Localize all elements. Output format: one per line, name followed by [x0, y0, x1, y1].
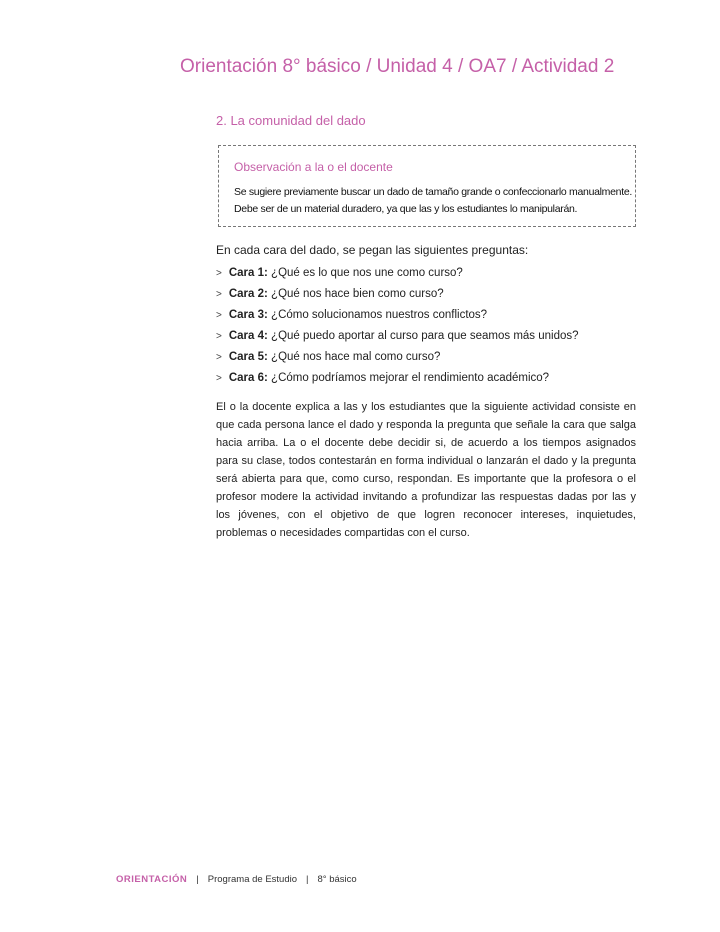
list-item: [216, 347, 579, 368]
teacher-note-box: [218, 145, 636, 227]
chevron-right-icon: >: [216, 352, 222, 363]
list-item: [216, 326, 579, 347]
footer-subject: ORIENTACIÓN: [116, 874, 188, 885]
face-label: Cara 6:: [228, 372, 268, 384]
note-line-2: Debe ser de un material duradero, ya que las y los estudiantes lo manipularán.: [234, 203, 578, 215]
chevron-right-icon: >: [216, 331, 222, 342]
footer-grade: 8° básico: [317, 874, 357, 885]
face-label: Cara 4:: [228, 330, 268, 342]
footer: [116, 874, 357, 885]
face-label: Cara 1:: [228, 267, 268, 279]
chevron-right-icon: >: [216, 373, 222, 384]
face-question: ¿Qué puedo aportar al curso para que seamos más unidos?: [267, 330, 579, 342]
list-item: [216, 305, 579, 326]
face-label: Cara 2:: [228, 288, 268, 300]
footer-separator: |: [196, 874, 199, 885]
face-question: ¿Cómo solucionamos nuestros conflictos?: [267, 309, 488, 321]
body-paragraph: El o la docente explica a las y los estudiantes que la siguiente actividad consiste en que cada persona lance el dado y responda la pregunta que señale la cara que salga hacia arriba. La o el docente debe decidir si, de acuerdo a los tiempos asignados para su clase, todos contestarán en forma individual o lanzarán el dado y la pregunta será abierta para que, como curso, respondan. Es importante que la profesora o el profesor modere la actividad invitando a profundizar las respuestas dadas por las y los jóvenes, con el objetivo de que logren reconocer intereses, inquietudes, problemas o necesidades compartidas con el curso.: [216, 401, 636, 539]
list-item: [216, 284, 579, 305]
face-question: ¿Qué nos hace mal como curso?: [267, 351, 441, 363]
faces-list: [216, 263, 579, 389]
chevron-right-icon: >: [216, 268, 222, 279]
face-label: Cara 5:: [228, 351, 268, 363]
list-item: [216, 263, 579, 284]
face-label: Cara 3:: [228, 309, 268, 321]
list-item: [216, 368, 579, 389]
page-title: Orientación 8° básico / Unidad 4 / OA7 / Actividad 2: [180, 56, 615, 77]
face-question: ¿Cómo podríamos mejorar el rendimiento académico?: [267, 372, 550, 384]
chevron-right-icon: >: [216, 289, 222, 300]
section-title: 2. La comunidad del dado: [216, 113, 366, 128]
note-text: [234, 184, 632, 218]
footer-separator: |: [306, 874, 309, 885]
note-heading: Observación a la o el docente: [234, 160, 393, 174]
face-question: ¿Qué es lo que nos une como curso?: [267, 267, 463, 279]
footer-program: Programa de Estudio: [207, 874, 298, 885]
intro-text: En cada cara del dado, se pegan las siguientes preguntas:: [216, 243, 529, 257]
note-line-1: Se sugiere previamente buscar un dado de tamaño grande o confeccionarlo manualmente.: [234, 186, 632, 198]
chevron-right-icon: >: [216, 310, 222, 321]
face-question: ¿Qué nos hace bien como curso?: [267, 288, 444, 300]
